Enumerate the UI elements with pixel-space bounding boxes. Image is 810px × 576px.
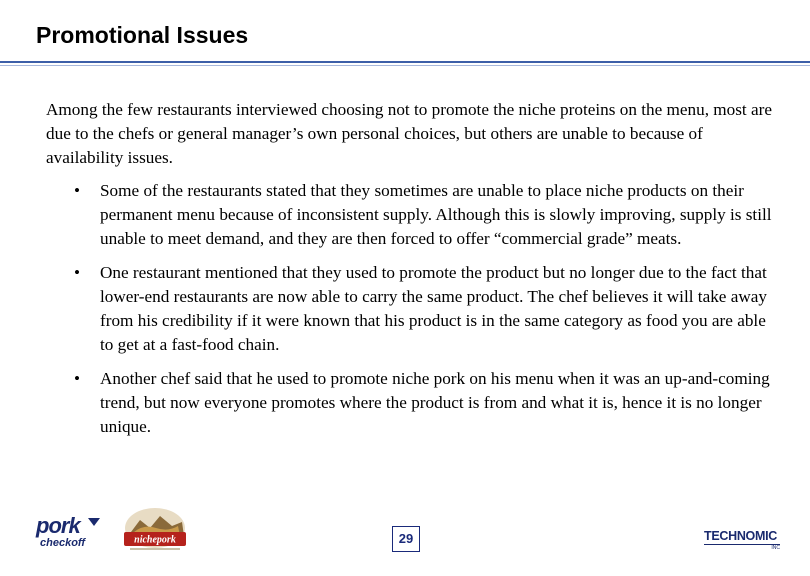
bullet-marker: • [74, 181, 81, 200]
niche-pork-logo [120, 506, 190, 554]
technomic-logo [704, 527, 780, 551]
bullet-text: Another chef said that he used to promote niche pork on his menu when it was an up-and-coming trend, but now everyone promotes where the product is from and what it is, hence it is no longer unique. [100, 369, 770, 436]
list-item [66, 261, 778, 357]
page-number: 29 [392, 526, 420, 552]
technomic-logo-suffix: INC [771, 545, 780, 551]
svg-text:pork: pork [36, 514, 80, 538]
bullet-marker: • [74, 369, 81, 388]
list-item [66, 367, 778, 439]
bullet-text: Some of the restaurants stated that they sometimes are unable to place niche products on their permanent menu because of inconsistent supply. Although this is slowly improving, supply is still unable to meet demand, and they are then forced to offer “commercial grade” meats. [100, 181, 772, 248]
title-divider-secondary [0, 65, 810, 66]
list-item [66, 179, 778, 251]
title-divider [0, 61, 810, 63]
bullet-text: One restaurant mentioned that they used to promote the product but no longer due to the fact that lower-end restaurants are now able to carry the same product. The chef believes it will take away from his credibility if it were known that his product is in the same category as food you are able to get at a fast-food chain. [100, 263, 767, 354]
page-title: Promotional Issues [36, 22, 249, 48]
pork-checkoff-logo [34, 514, 106, 550]
svg-text:nichepork: nichepork [134, 534, 176, 546]
technomic-logo-word: TECHNOMIC [704, 529, 777, 543]
svg-text:checkoff: checkoff [40, 537, 86, 549]
bullet-list [66, 179, 778, 449]
bullet-marker: • [74, 263, 81, 282]
intro-paragraph: Among the few restaurants interviewed choosing not to promote the niche proteins on the menu, most are due to the chefs or general manager’s own personal choices, but others are unable to because of availability issues. [46, 100, 772, 167]
technomic-logo-underline [704, 544, 780, 545]
